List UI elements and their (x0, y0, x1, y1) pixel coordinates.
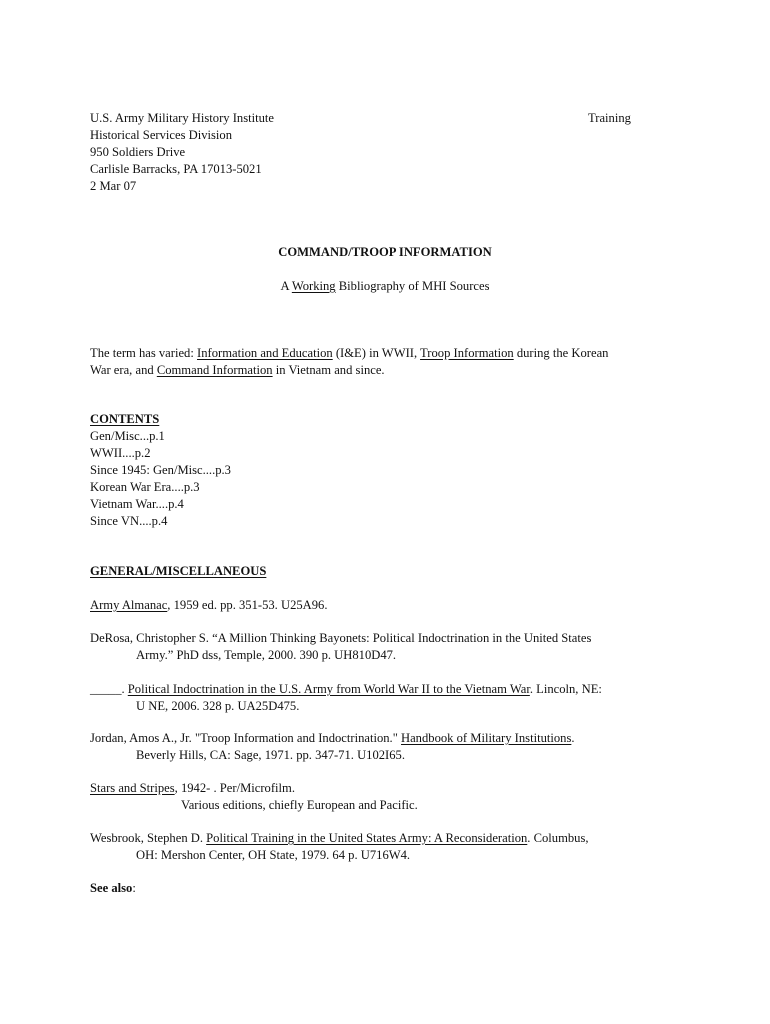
entry-title: Stars and Stripes (90, 781, 175, 795)
contents-item: Since 1945: Gen/Misc....p.3 (90, 463, 231, 477)
bibliography-entry: DeRosa, Christopher S. “A Million Thinking Bayonets: Political Indoctrination in the United States Army.” PhD dss, Temple, 2000. 390 p. UH810D47. (90, 631, 592, 662)
contents-item: Since VN....p.4 (90, 514, 168, 528)
entry-title: Handbook of Military Institutions (401, 731, 572, 745)
address-line: Historical Services Division (90, 128, 233, 142)
see-also-label: See also (90, 881, 133, 895)
bibliography-entry: Wesbrook, Stephen D. Political Training in the United States Army: A Reconsideration. Columbus, OH: Mershon Center, OH State, 1979. 64 p. U716W4. (90, 831, 589, 862)
topic-label: Training (588, 111, 631, 125)
contents-section (90, 411, 231, 530)
see-also: See also: (90, 881, 136, 895)
contents-item: Vietnam War....p.4 (90, 497, 184, 511)
address-block (90, 110, 274, 195)
entry-title: Army Almanac (90, 598, 168, 612)
working-emphasis: Working (291, 279, 336, 293)
bibliography-entry: Stars and Stripes, 1942- . Per/Microfilm. Various editions, chiefly European and Pacific. (90, 781, 418, 812)
term-ie: Information and Education (197, 346, 333, 360)
entry-title: Political Training in the United States Army: A Reconsideration (206, 831, 528, 845)
address-line: U.S. Army Military History Institute (90, 111, 275, 125)
section-heading: GENERAL/MISCELLANEOUS (90, 564, 267, 578)
contents-item: Gen/Misc...p.1 (90, 429, 165, 443)
contents-heading: CONTENTS (90, 412, 160, 426)
bibliography-entry: _____. Political Indoctrination in the U.S. Army from World War II to the Vietnam War. Lincoln, NE: U NE, 2006. 328 p. UA25D475. (90, 682, 602, 713)
address-line: Carlisle Barracks, PA 17013-5021 (90, 162, 262, 176)
date-line: 2 Mar 07 (90, 179, 137, 193)
address-line: 950 Soldiers Drive (90, 145, 186, 159)
document-title: COMMAND/TROOP INFORMATION (278, 245, 492, 259)
term-troop-information: Troop Information (420, 346, 514, 360)
contents-item: WWII....p.2 (90, 446, 151, 460)
document-subtitle: A Working Bibliography of MHI Sources (280, 279, 490, 293)
bibliography-entry: Jordan, Amos A., Jr. "Troop Information and Indoctrination." Handbook of Military Institutions. Beverly Hills, CA: Sage, 1971. pp. 347-71. U102I65. (90, 731, 575, 762)
intro-paragraph: The term has varied: Information and Education (I&E) in WWII, Troop Information during the Korean War era, and Command Information in Vietnam and since. (90, 346, 609, 377)
bibliography-entry: Army Almanac, 1959 ed. pp. 351-53. U25A96. (90, 598, 328, 612)
term-command-information: Command Information (156, 363, 273, 377)
entry-title: Political Indoctrination in the U.S. Army from World War II to the Vietnam War (127, 682, 530, 696)
contents-item: Korean War Era....p.3 (90, 480, 200, 494)
